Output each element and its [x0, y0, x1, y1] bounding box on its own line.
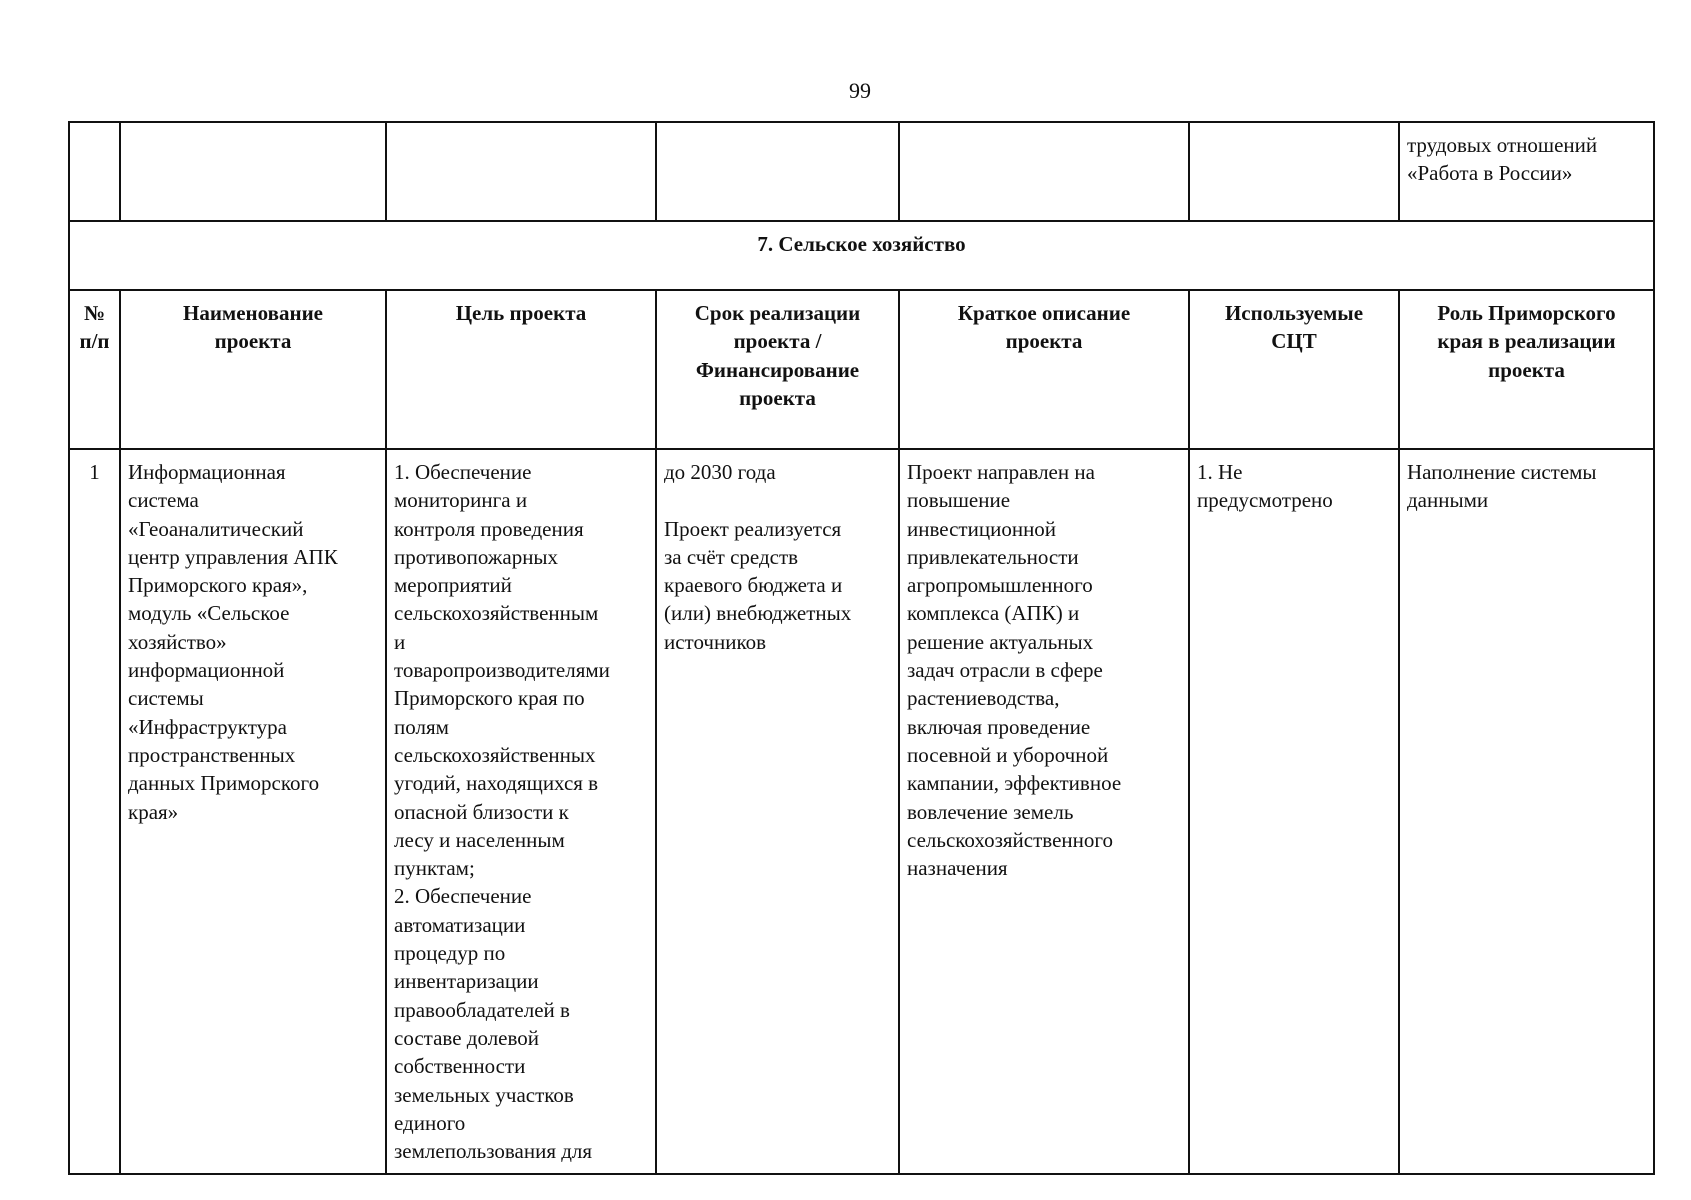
project-desc-line: растениеводства,: [907, 686, 1060, 711]
header-role-line: Роль Приморского: [1437, 301, 1616, 325]
project-goal-line: инвентаризации: [394, 969, 539, 994]
header-num: [69, 290, 120, 449]
project-desc-line: назначения: [907, 856, 1008, 881]
project-goal-line: противопожарных: [394, 544, 559, 569]
header-num-line: №: [83, 301, 106, 325]
header-sct: [1189, 290, 1399, 449]
project-desc-line: повышение: [907, 488, 1011, 513]
header-num-line: п/п: [79, 329, 110, 354]
project-goal-line: и: [394, 629, 406, 654]
project-goal-line: сельскохозяйственных: [394, 742, 596, 767]
project-goal-line: угодий, находящихся в: [394, 771, 599, 796]
project-goal-line: земельных участков: [394, 1082, 574, 1107]
project-goal-line: процедур по: [394, 941, 506, 966]
header-goal: [386, 290, 656, 449]
section-title: 7. Сельское хозяйство: [69, 221, 1654, 290]
project-name-line: «Геоаналитический: [128, 516, 304, 541]
header-term: [656, 290, 899, 449]
project-desc-line: решение актуальных: [907, 629, 1094, 654]
project-funding-line: источников: [664, 629, 767, 654]
header-term-line: проекта /: [733, 329, 822, 354]
project-goal-line: правообладателей в: [394, 997, 570, 1022]
header-role: [1399, 290, 1654, 449]
project-desc-line: задач отрасли в сфере: [907, 658, 1103, 683]
project-goal-cell: [386, 449, 656, 1174]
project-name-line: хозяйство»: [128, 629, 227, 654]
project-role-line: данными: [1407, 488, 1489, 513]
header-role-line: проекта: [1488, 357, 1565, 382]
project-sct-cell: [1189, 449, 1399, 1174]
project-sct-line: 1. Не: [1197, 460, 1243, 484]
cont-role-line: «Работа в России»: [1407, 161, 1573, 186]
row-number: 1: [69, 449, 120, 1174]
project-desc-line: вовлечение земель: [907, 799, 1074, 824]
project-funding-line: (или) внебюджетных: [664, 601, 852, 626]
project-name-line: центр управления АПК: [128, 544, 338, 569]
header-term-line: Финансирование: [695, 357, 860, 382]
page-number: 99: [849, 78, 871, 103]
project-term-cell: [656, 449, 899, 1174]
project-goal-line: товаропроизводителями: [394, 658, 610, 683]
project-goal-line: мониторинга и: [394, 488, 528, 513]
header-term-line: проекта: [739, 385, 816, 410]
project-desc-line: комплекса (АПК) и: [907, 601, 1080, 626]
project-name-line: данных Приморского: [128, 771, 320, 796]
projects-table: [68, 121, 1655, 1175]
project-desc-line: кампании, эффективное: [907, 771, 1122, 796]
project-name-line: края»: [128, 799, 179, 824]
project-goal-line: 1. Обеспечение: [394, 460, 532, 484]
project-desc-line: агропромышленного: [907, 573, 1093, 598]
project-name-line: Информационная: [128, 460, 286, 484]
project-desc-line: инвестиционной: [907, 516, 1057, 541]
project-desc-line: включая проведение: [907, 714, 1091, 739]
header-sct-line: Используемые: [1224, 301, 1364, 325]
project-role-line: Наполнение системы: [1407, 460, 1597, 484]
project-desc-line: привлекательности: [907, 544, 1079, 569]
project-name-line: «Инфраструктура: [128, 714, 287, 739]
header-role-line: края в реализации: [1437, 329, 1616, 354]
project-goal-line: опасной близости к: [394, 799, 569, 824]
project-desc-cell: [899, 449, 1189, 1174]
project-goal-line: единого: [394, 1110, 466, 1135]
header-goal-line: Цель проекта: [455, 301, 587, 325]
project-desc-line: Проект направлен на: [907, 460, 1095, 484]
project-row: [69, 449, 1654, 1174]
header-desc-line: Краткое описание: [957, 301, 1131, 325]
cont-cell-term: [656, 122, 899, 221]
header-name-line: проекта: [214, 329, 292, 354]
project-goal-line: мероприятий: [394, 573, 512, 598]
project-funding-line: за счёт средств: [664, 544, 799, 569]
cont-cell-sct: [1189, 122, 1399, 221]
cont-cell-name: [120, 122, 386, 221]
project-funding-line: краевого бюджета и: [664, 573, 843, 598]
project-desc-line: посевной и уборочной: [907, 742, 1109, 767]
cont-cell-num: [69, 122, 120, 221]
header-desc: [899, 290, 1189, 449]
project-goal-line: Приморского края по: [394, 686, 585, 711]
project-name-line: модуль «Сельское: [128, 601, 290, 626]
project-goal-line: пунктам;: [394, 856, 475, 881]
cont-role-line: трудовых отношений: [1407, 133, 1598, 157]
project-name-line: пространственных: [128, 742, 296, 767]
project-role-cell: [1399, 449, 1654, 1174]
project-desc-line: сельскохозяйственного: [907, 827, 1113, 852]
cont-cell-role: [1399, 122, 1654, 221]
project-goal-line: автоматизации: [394, 912, 526, 937]
cont-cell-desc: [899, 122, 1189, 221]
cont-cell-goal: [386, 122, 656, 221]
project-goal-line: лесу и населенным: [394, 827, 565, 852]
header-row: [69, 290, 1654, 449]
project-goal-line: землепользования для: [394, 1139, 593, 1164]
project-funding-line: Проект реализуется: [664, 516, 842, 541]
project-goal-line: сельскохозяйственным: [394, 601, 599, 626]
project-name-line: информационной: [128, 658, 285, 683]
project-goal-line: 2. Обеспечение: [394, 884, 532, 909]
project-name-cell: [120, 449, 386, 1174]
project-goal-line: контроля проведения: [394, 516, 584, 541]
project-goal-line: составе долевой: [394, 1025, 540, 1050]
header-name: [120, 290, 386, 449]
header-term-line: Срок реализации: [694, 301, 861, 325]
project-name-line: системы: [128, 686, 204, 711]
continuation-row: [69, 122, 1654, 221]
project-name-line: система: [128, 488, 199, 513]
project-goal-line: собственности: [394, 1054, 526, 1079]
project-term: до 2030 года: [664, 460, 776, 484]
header-desc-line: проекта: [1005, 329, 1083, 354]
project-sct-line: предусмотрено: [1197, 488, 1333, 513]
section-row: [69, 221, 1654, 290]
header-sct-line: СЦТ: [1271, 329, 1317, 354]
project-name-line: Приморского края»,: [128, 573, 308, 598]
project-goal-line: полям: [394, 714, 449, 739]
paragraph-gap: [664, 486, 891, 514]
header-name-line: Наименование: [183, 301, 323, 325]
